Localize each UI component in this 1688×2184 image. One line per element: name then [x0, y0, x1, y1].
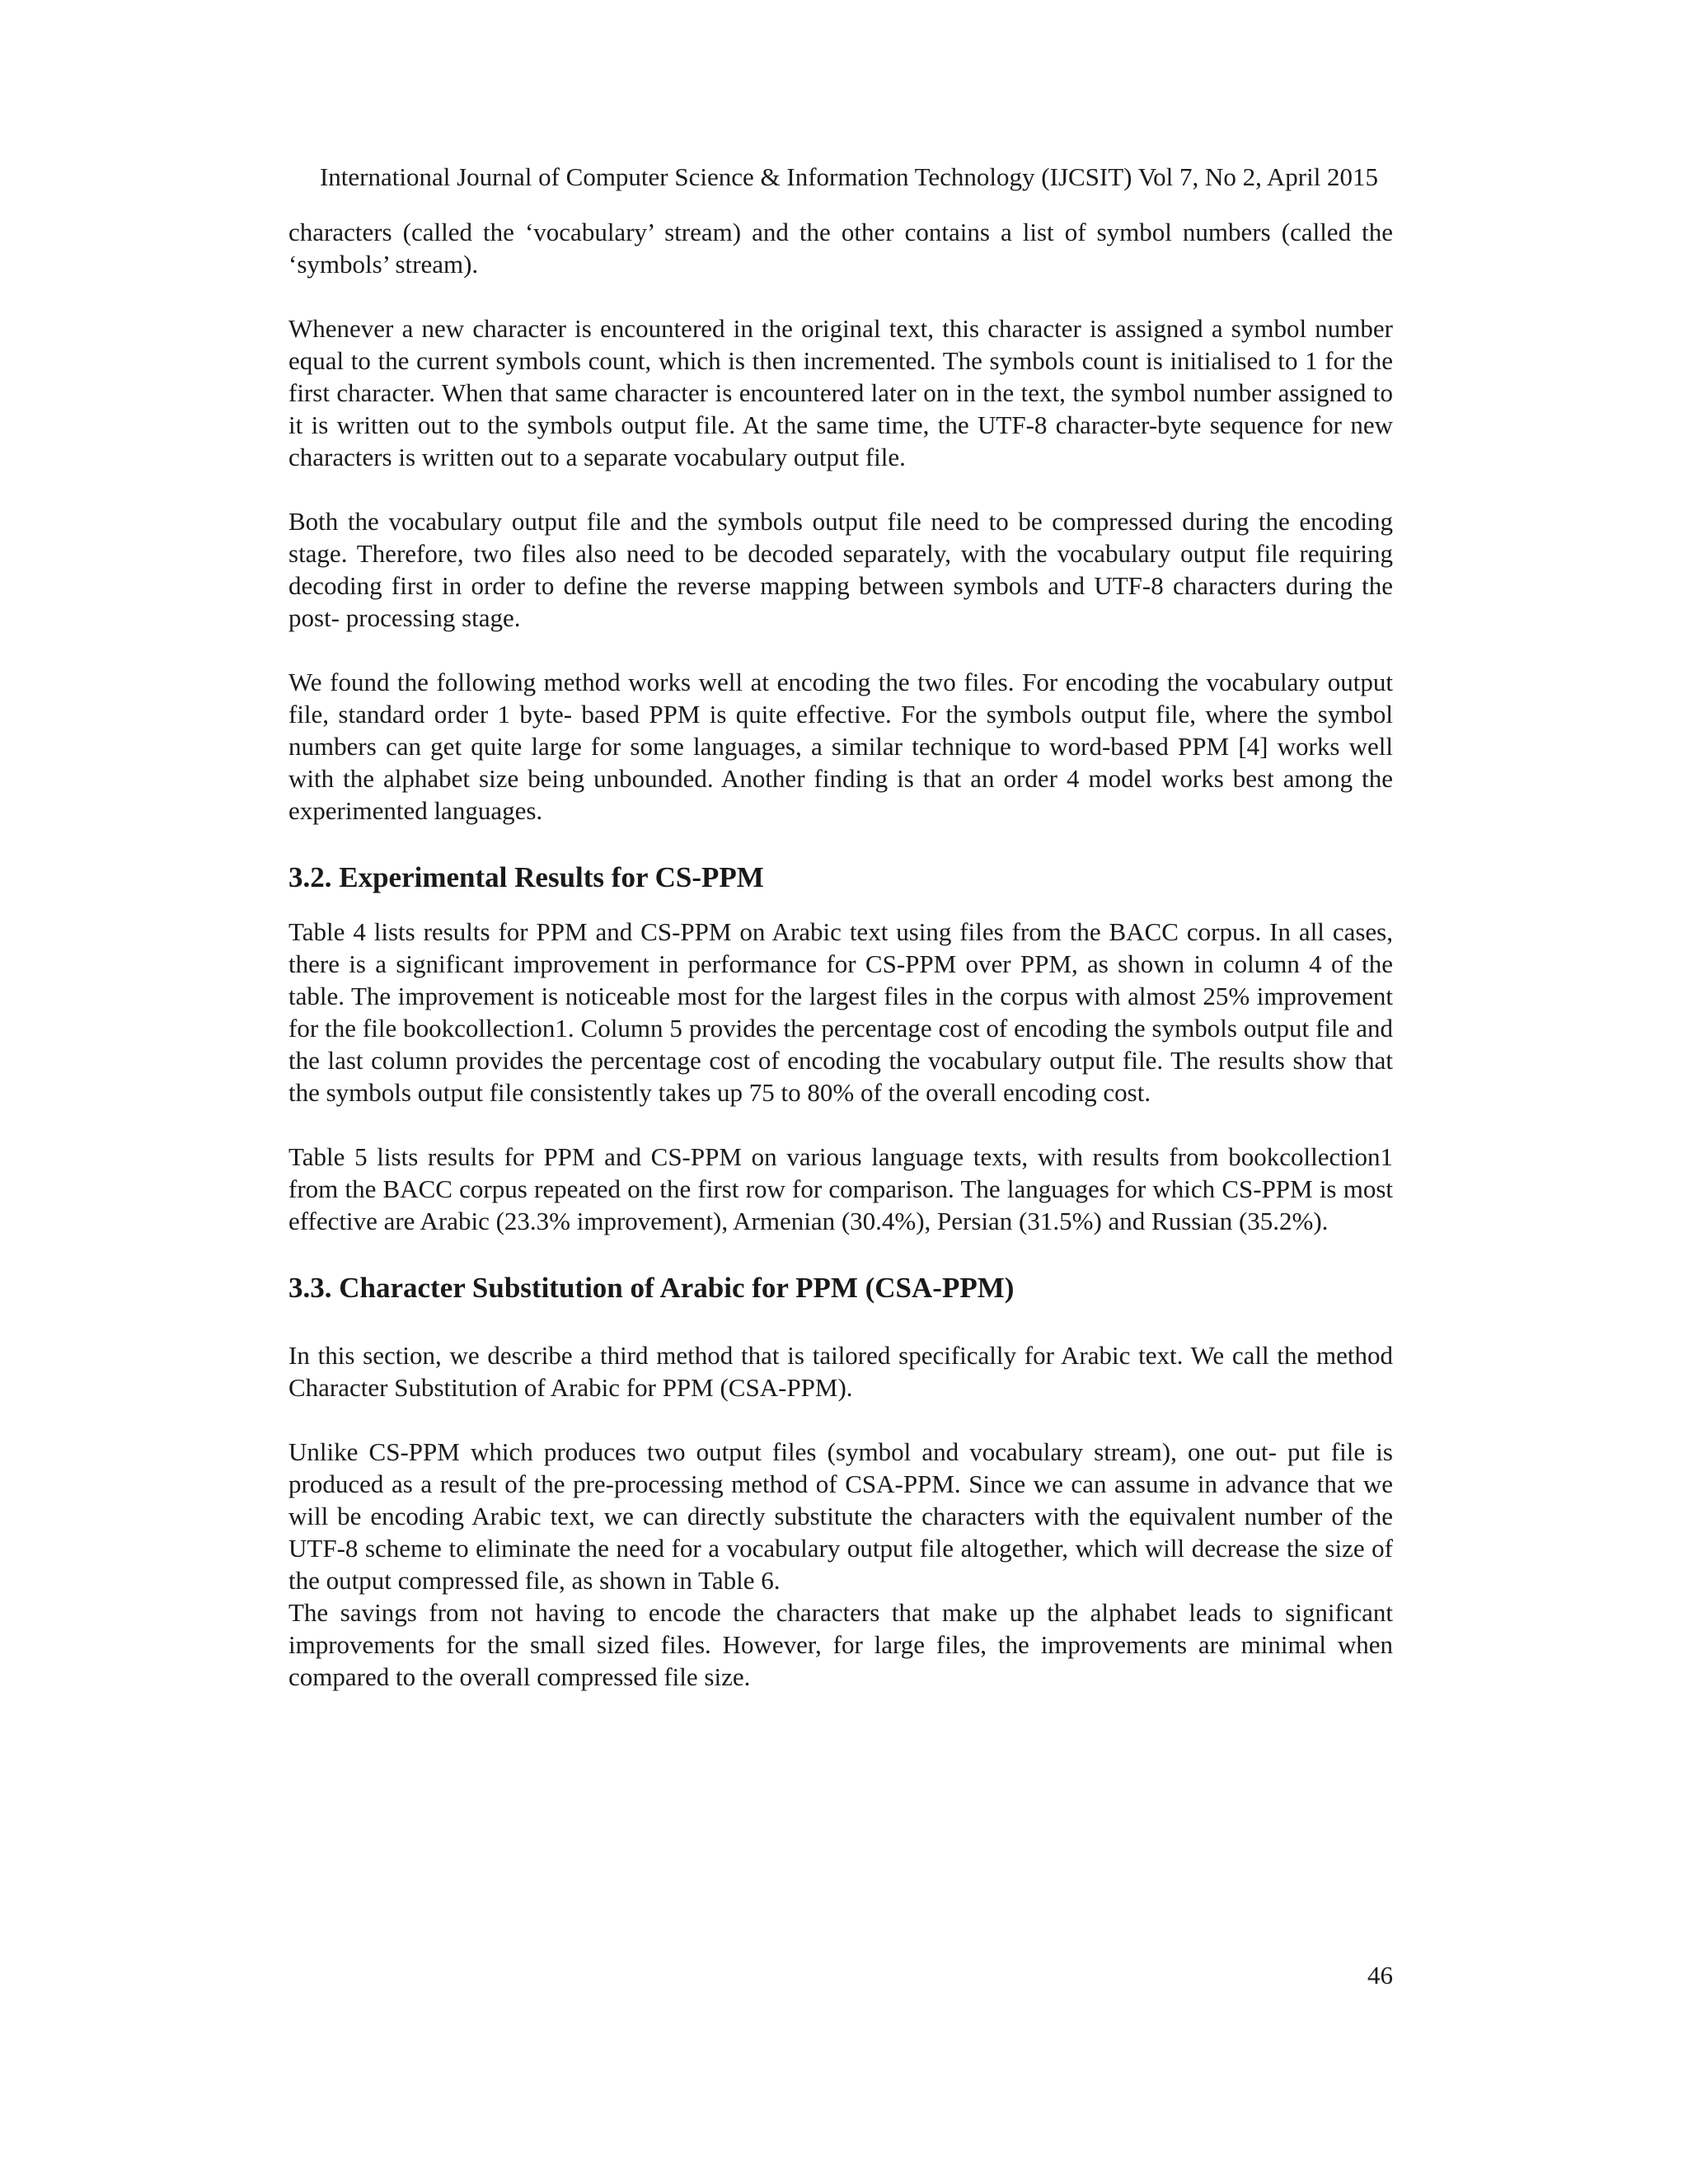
- paragraph-table5-results: Table 5 lists results for PPM and CS-PPM on various language texts, with results from bookcollection1 from the BACC corpus repeated on the first row for comparison. The languages for which CS-PPM is most effective are Arabic (23.3% improvement), Armenian (30.4%), Persian (31.5%) and Russian (35.2%).: [288, 1142, 1393, 1235]
- section-heading-3-3: 3.3. Character Substitution of Arabic for PPM (CSA-PPM): [288, 1272, 1015, 1304]
- section-heading-3-2: 3.2. Experimental Results for CS-PPM: [288, 861, 764, 893]
- page-number: 46: [1367, 1961, 1393, 1990]
- running-header: International Journal of Computer Science & Information Technology (IJCSIT) Vol 7, No 2, April 2015: [319, 162, 1379, 191]
- body-text: [288, 216, 1393, 1693]
- paragraph-table4-results: Table 4 lists results for PPM and CS-PPM on Arabic text using files from the BACC corpus. In all cases, there is a significant improvement in performance for CS-PPM over PPM, as shown in column 4 of the table. The improvement is noticeable most for the largest files in the corpus with almost 25% improvement for the file bookcollection1. Column 5 provides the percentage cost of encoding the symbols output file and the last column provides the percentage cost of encoding the vocabulary output file. The results show that the symbols output file consistently takes up 75 to 80% of the overall encoding cost.: [288, 917, 1393, 1107]
- paragraph-csa-ppm-intro: In this section, we describe a third method that is tailored specifically for Arabic text. We call the method Character Substitution of Arabic for PPM (CSA-PPM).: [288, 1341, 1393, 1402]
- paragraph-compression-decoding: Both the vocabulary output file and the symbols output file need to be compressed during the encoding stage. Therefore, two files also need to be decoded separately, with the vocabulary output file requiring decoding first in order to define the reverse mapping between symbols and UTF-8 characters during the post- processing stage.: [288, 507, 1393, 632]
- paragraph-encoding-method: We found the following method works well at encoding the two files. For encoding the vocabulary output file, standard order 1 byte- based PPM is quite effective. For the symbols output file, where the symbol numbers can get quite large for some languages, a similar technique to word-based PPM [4] works well with the alphabet size being unbounded. Another finding is that an order 4 model works best among the experimented languages.: [288, 668, 1393, 825]
- paragraph-csa-ppm-method: Unlike CS-PPM which produces two output files (symbol and vocabulary stream), one out- put file is produced as a result of the pre-processing method of CSA-PPM. Since we can assume in advance that we will be encoding Arabic text, we can directly substitute the characters with the equivalent number of the UTF-8 scheme to eliminate the need for a vocabulary output file altogether, which will decrease the size of the output compressed file, as shown in Table 6.: [288, 1437, 1393, 1595]
- paragraph-csa-ppm-savings: The savings from not having to encode the characters that make up the alphabet leads to significant improvements for the small sized files. However, for large files, the improvements are minimal when compared to the overall compressed file size.: [288, 1598, 1393, 1691]
- paragraph-symbol-assignment: Whenever a new character is encountered in the original text, this character is assigned a symbol number equal to the current symbols count, which is then incremented. The symbols count is initialised to 1 for the first character. When that same character is encountered later on in the text, the symbol number assigned to it is written out to the symbols output file. At the same time, the UTF-8 character-byte sequence for new characters is written out to a separate vocabulary output file.: [288, 314, 1393, 471]
- paragraph-vocabulary-stream: characters (called the ‘vocabulary’ stream) and the other contains a list of symbol numbers (called the ‘symbols’ stream).: [288, 218, 1393, 279]
